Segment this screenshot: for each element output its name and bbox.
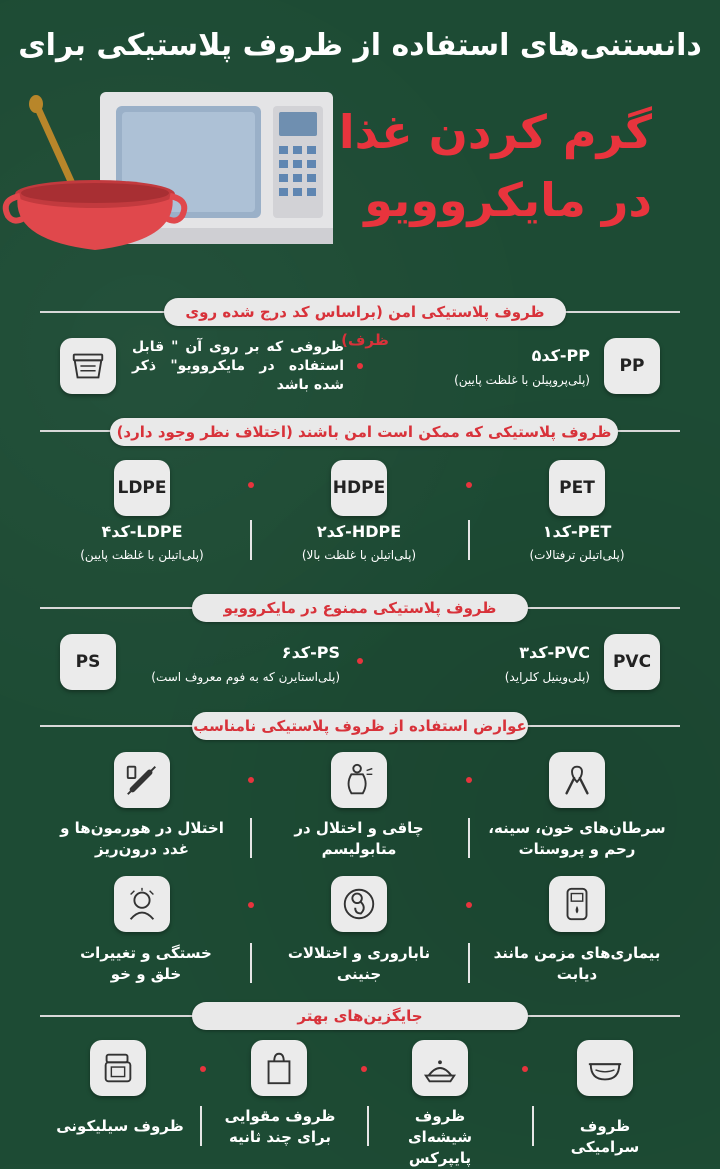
separator [532,1106,534,1146]
alternative-label: ظروف شیشه‌ای پایپرکس [407,1107,473,1167]
separator [367,1106,369,1146]
dot [248,482,254,488]
paper-bag-icon [251,1040,307,1096]
dot [248,777,254,783]
effect-label: ناباروری و اختلالات جنینی [287,944,431,983]
pvc-sub: (پلی‌وینیل کلراید) [504,670,590,684]
alternative-label: ظروف مقوایی برای چند ثانیه [224,1107,336,1146]
pet-code: PET-کد۱ [542,522,612,541]
effect-label: بیماری‌های مزمن مانند دیابت [493,944,661,983]
pet-sub: (پلی‌اتیلن ترفتالات) [529,548,625,562]
microwave-container-icon [60,338,116,394]
separator [250,520,252,560]
separator [250,943,252,983]
top-title: دانستنی‌های استفاده از ظروف پلاستیکی برای [18,28,702,63]
dot [466,482,472,488]
dot [357,658,363,664]
dot [357,363,363,369]
pp-note: ظروفی که بر روی آن " قابل استفاده در مایکروویو" ذکر شده باشد [132,339,344,393]
ldpe-sub: (پلی‌اتیلن با غلظت پایین) [80,548,204,562]
separator [250,818,252,858]
pvc-code: PVC-کد۳ [519,643,590,662]
separator [200,1106,202,1146]
dot [361,1066,367,1072]
section-effects-pill: عوارض استفاده از ظروف پلاستیکی نامناسب [192,712,528,740]
pet-badge: PET [549,460,605,516]
dot [466,777,472,783]
ps-sub: (پلی‌استایرن که به فوم معروف است) [151,670,340,684]
section-safe-pill: ظروف پلاستیکی امن (براساس کد درج شده روی ظرف) [164,298,566,326]
main-title-line2: در مایکروویو [364,173,652,227]
section-alternatives-pill: جایگزین‌های بهتر [192,1002,528,1030]
dot [522,1066,528,1072]
section-banned-pill: ظروف پلاستیکی ممنوع در مایکروویو [192,594,528,622]
ldpe-code: LDPE-کد۴ [101,522,183,541]
pp-badge: PP [604,338,660,394]
glucometer-icon [549,876,605,932]
hdpe-code: HDPE-کد۲ [316,522,402,541]
ps-code: PS-کد۶ [281,643,340,662]
obesity-icon [331,752,387,808]
separator [468,520,470,560]
dot [466,902,472,908]
dot [200,1066,206,1072]
hdpe-badge: HDPE [331,460,387,516]
ldpe-badge: LDPE [114,460,170,516]
alternative-label: ظروف سیلیکونی [56,1117,184,1135]
hdpe-sub: (پلی‌اتیلن با غلظت بالا) [301,548,417,562]
pvc-badge: PVC [604,634,660,690]
ps-badge: PS [60,634,116,690]
silicone-container-icon [90,1040,146,1096]
ceramic-bowl-icon [577,1040,633,1096]
alternative-label: ظروف سرامیکی [570,1117,640,1156]
microwave-bowl-illustration [0,90,345,260]
main-title-line1: گرم کردن غذا [338,105,652,159]
section-maybe-pill: ظروف پلاستیکی که ممکن است امن باشند (اختلاف نظر وجود دارد) [110,418,618,446]
separator [468,943,470,983]
pyrex-dish-icon [412,1040,468,1096]
injection-icon [114,752,170,808]
effect-label: خستگی و تغییرات خلق و خو [80,944,212,983]
effect-label: چاقی و اختلال در متابولیسم [294,819,424,858]
pp-sub: (پلی‌پروپیلن با غلظت پایین) [454,373,590,387]
effect-label: سرطان‌های خون، سینه، رحم و پروستات [488,819,666,858]
pp-code: PP-کد۵ [531,346,590,365]
dot [248,902,254,908]
fetus-icon [331,876,387,932]
separator [468,818,470,858]
ribbon-icon [549,752,605,808]
effect-label: اختلال در هورمون‌ها و غدد درون‌ریز [60,819,224,858]
stress-icon [114,876,170,932]
